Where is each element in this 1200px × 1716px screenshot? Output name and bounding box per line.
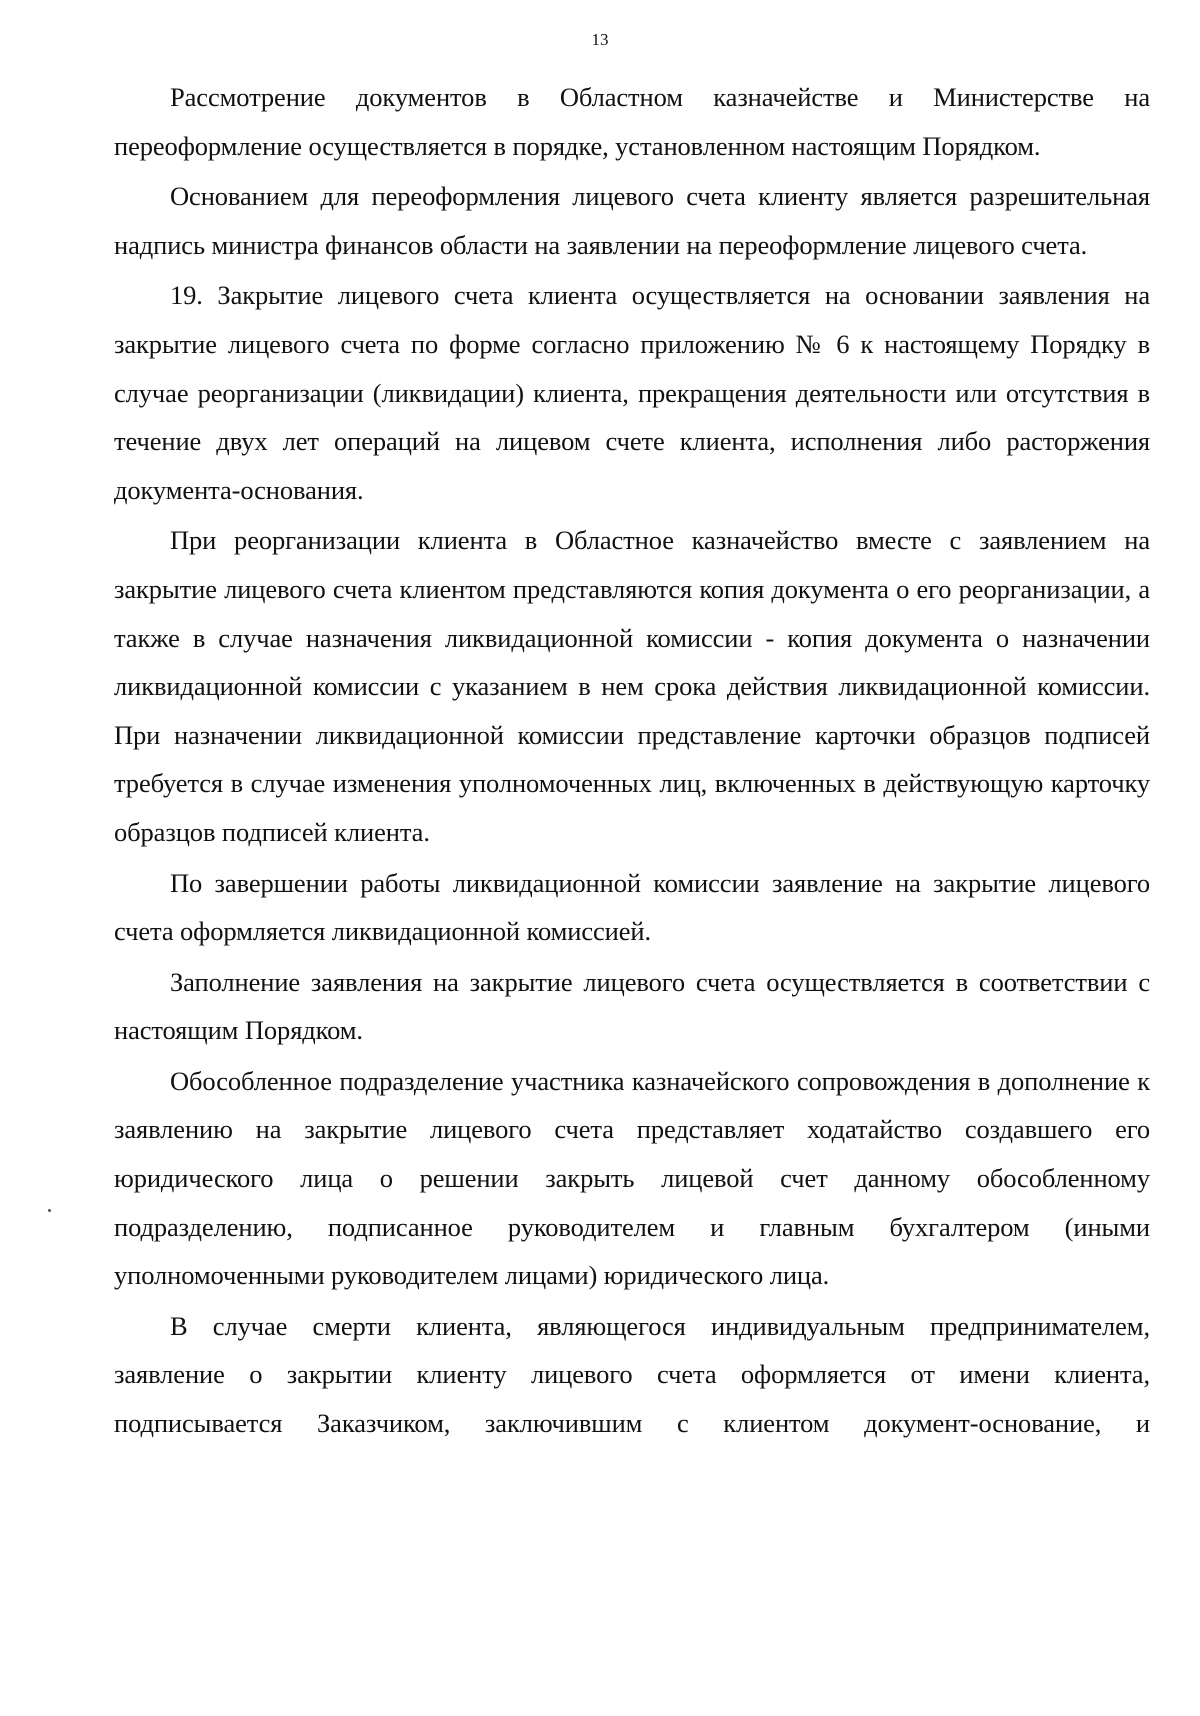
paragraph-filling-application: Заполнение заявления на закрытие лицевого счета осуществляется в соответствии с настоящим Порядком.: [114, 966, 1150, 1046]
paragraph-separate-division: Обособленное подразделение участника казначейского сопровождения в дополнение к заявлению на закрытие лицевого счета представляет ходатайство создавшего его юридического лица о решении закрыть лицевой счет данному обособленному подразделению, подписанное руководителем и главным бухгалтером (иными уполномоченными руководителем лицами) юридического лица.: [114, 1065, 1150, 1291]
paragraph-review-documents: Рассмотрение документов в Областном казначействе и Министерстве на переоформление осуществляется в порядке, установленном настоящим Порядком.: [114, 82, 1150, 161]
paragraph-reorganization: При реорганизации клиента в Областное казначейство вместе с заявлением на закрытие лицевого счета клиентом представляются копия документа о его реорганизации, а также в случае назначения ликвидационной комиссии - копия документа о назначении ликвидационной комиссии с указанием в нем срока действия ликвидационной комиссии. При назначении ликвидационной комиссии представление карточки образцов подписей требуется в случае изменения уполномоченных лиц, включенных в действующую карточку образцов подписей клиента.: [114, 525, 1150, 847]
scan-speck: [48, 1209, 51, 1212]
document-body: [114, 73, 1150, 1450]
page-number: 13: [591, 30, 609, 49]
paragraph-reissue-basis: Основанием для переоформления лицевого счета клиенту является разрешительная надпись министра финансов области на заявлении на переоформление лицевого счета.: [114, 181, 1150, 260]
paragraph-liquidation-commission: По завершении работы ликвидационной комиссии заявление на закрытие лицевого счета оформляется ликвидационной комиссией.: [114, 867, 1150, 947]
paragraph-client-death: В случае смерти клиента, являющегося индивидуальным предпринимателем, заявление о закрытии клиенту лицевого счета оформляется от имени клиента, подписывается Заказчиком, заключившим с клиентом документ-основание, и: [114, 1310, 1150, 1439]
paragraph-account-closure: 19. Закрытие лицевого счета клиента осуществляется на основании заявления на закрытие лицевого счета по форме согласно приложению № 6 к настоящему Порядку в случае реорганизации (ликвидации) клиента, прекращения деятельности или отсутствия в течение двух лет операций на лицевом счете клиента, исполнения либо расторжения документа-основания.: [114, 280, 1150, 505]
